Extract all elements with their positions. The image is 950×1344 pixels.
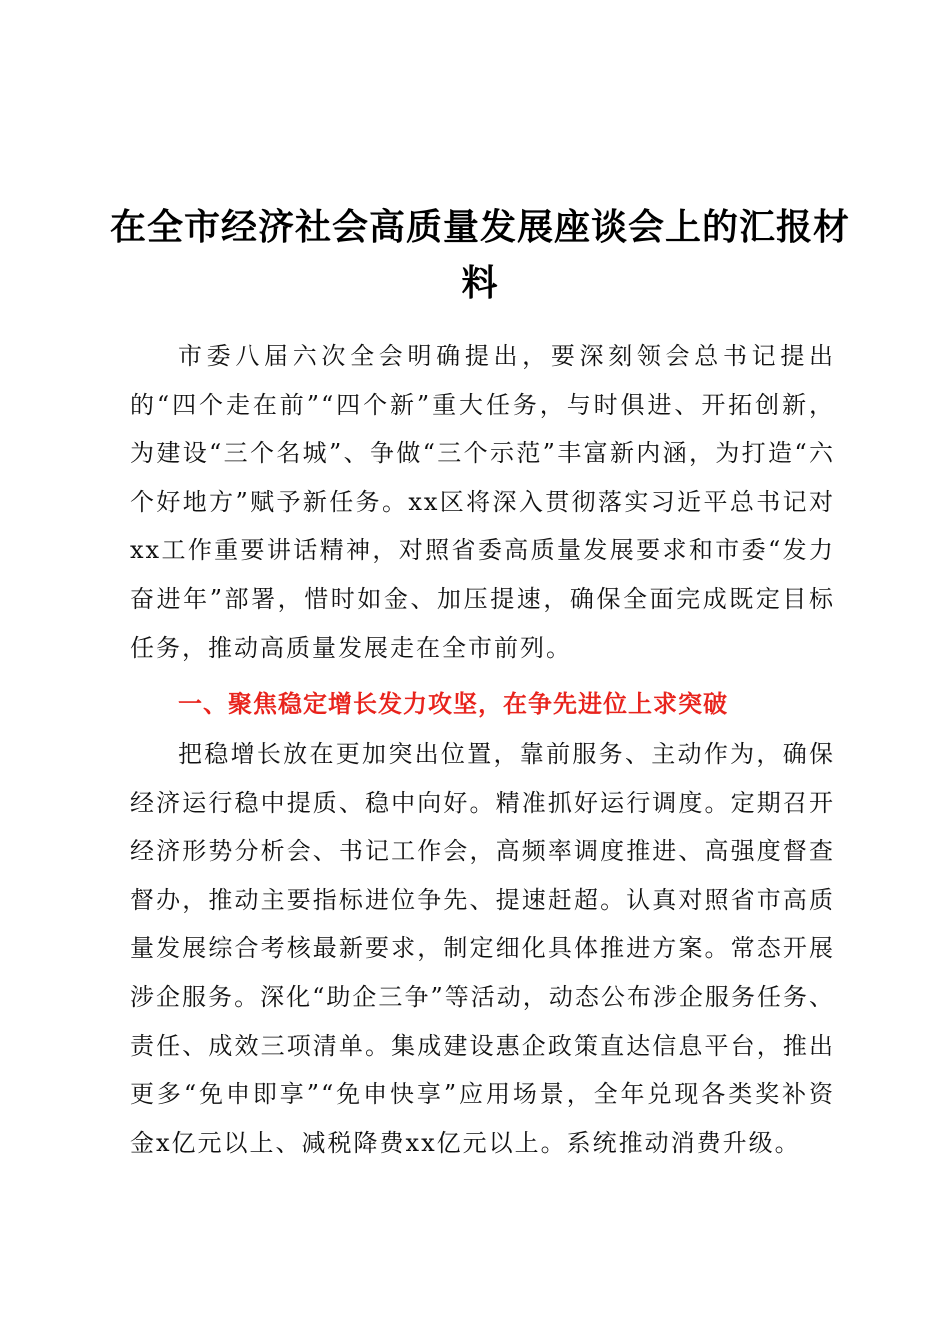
document-title: 在全市经济社会高质量发展座谈会上的汇报材料 (110, 207, 851, 305)
intro-paragraph: 市委八届六次全会明确提出，要深刻领会总书记提出的“四个走在前”“四个新”重大任务，与时俱进、开拓创新，为建设“三个名城”、争做“三个示范”丰富新内涵，为打造“六个好地方”赋予新任务。xx区将深入贯彻落实习近平总书记对xx工作重要讲话精神，对照省委高质量发展要求和市委“发力奋进年”部署，惜时如金、加压提速，确保全面完成既定目标任务，推动高质量发展走在全市前列。 (130, 342, 835, 662)
section-heading: 一、聚焦稳定增长发力攻坚，在争先进位上求突破 (178, 690, 728, 718)
section-paragraph: 把稳增长放在更加突出位置，靠前服务、主动作为，确保经济运行稳中提质、稳中向好。精准抓好运行调度。定期召开经济形势分析会、书记工作会，高频率调度推进、高强度督查督办，推动主要指标进位争先、提速赶超。认真对照省市高质量发展综合考核最新要求，制定细化具体推进方案。常态开展涉企服务。深化“助企三争”等活动，动态公布涉企服务任务、责任、成效三项清单。集成建设惠企政策直达信息平台，推出更多“免申即享”“免申快享”应用场景，全年兑现各类奖补资金x亿元以上、减税降费xx亿元以上。系统推动消费升级。 (130, 740, 835, 1157)
